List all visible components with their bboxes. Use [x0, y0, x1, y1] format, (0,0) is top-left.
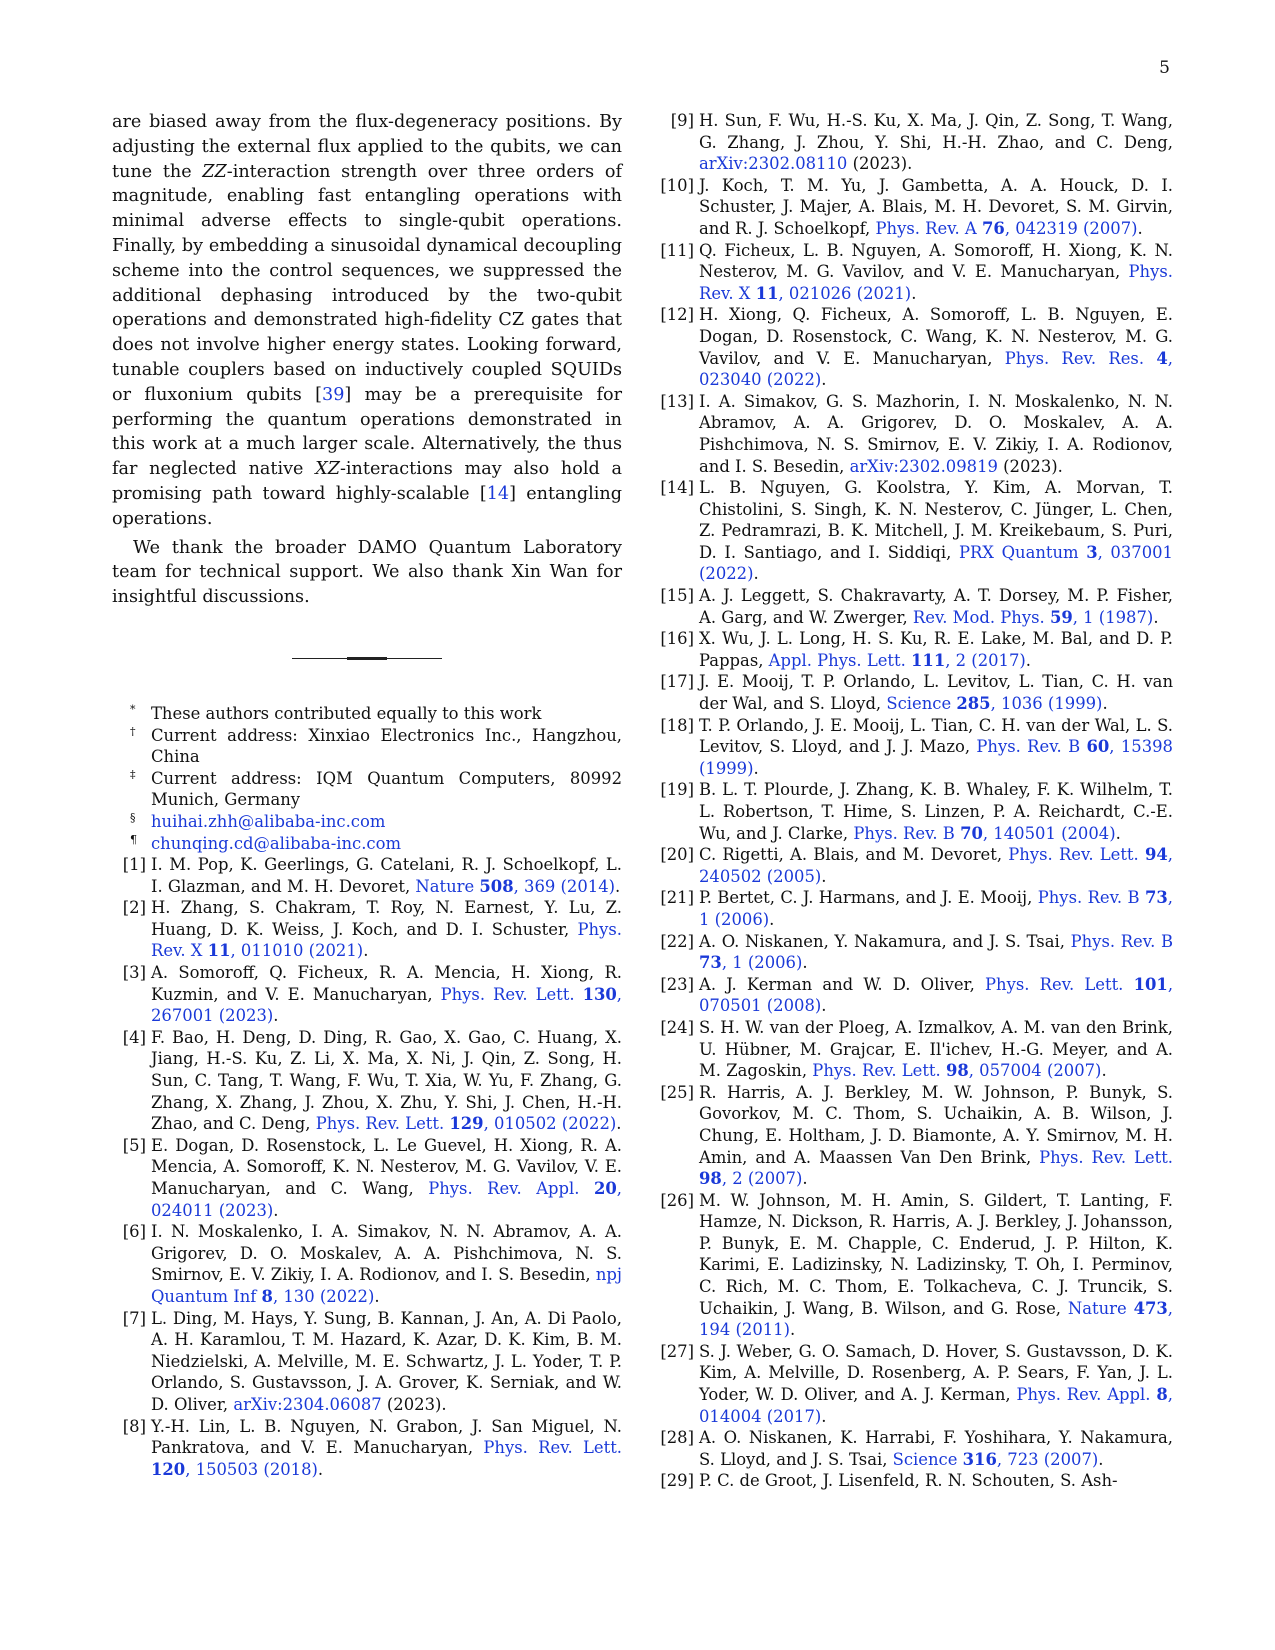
- reference-authors: H. Sun, F. Wu, H.-S. Ku, X. Ma, J. Qin, Z. Song, T. Wang, G. Zhang, J. Zhou, Y. Shi, H.-H. Zhao, and C. Deng,: [699, 111, 1173, 152]
- reference-item: [660, 1470, 1173, 1492]
- reference-volume: 111: [911, 650, 946, 670]
- reference-number: [29]: [660, 1471, 694, 1491]
- reference-number: [2]: [122, 898, 146, 918]
- reference-item: [6] I. N. Moskalenko, I. A. Simakov, N. N. Abramov, A. A. Grigorev, D. O. Moskalev, A. A. Pishchimova, N. S. Smirnov, E. V. Zikiy, I. A. Rodionov, and I. S. Besedin, npj Quantum Inf 8, 130 (2022).: [112, 1221, 622, 1307]
- reference-number: [15]: [660, 586, 694, 606]
- reference-link[interactable]: Nature 473, 194 (2011): [699, 1298, 1174, 1340]
- reference-link[interactable]: Phys. Rev. A 76, 042319 (2007): [875, 218, 1138, 238]
- reference-authors: Q. Ficheux, L. B. Nguyen, A. Somoroff, H. Xiong, K. N. Nesterov, M. G. Vavilov, and V. E. Manucharyan,: [699, 240, 1173, 282]
- reference-link[interactable]: Phys. Rev. B 73, 1 (2006): [699, 931, 1173, 973]
- reference-number: [8]: [122, 1416, 146, 1436]
- reference-link[interactable]: Phys. Rev. Lett. 101, 070501 (2008): [699, 974, 1174, 1016]
- footnote: [112, 811, 622, 833]
- footnote-mark: ‡: [130, 767, 136, 781]
- reference-link[interactable]: PRX Quantum 3, 037001 (2022): [699, 542, 1173, 584]
- reference-number: [25]: [660, 1082, 694, 1102]
- footnote-mark: *: [130, 702, 136, 716]
- reference-number: [11]: [660, 240, 694, 260]
- email-link[interactable]: huihai.zhh@alibaba-inc.com: [151, 811, 386, 831]
- reference-link[interactable]: Phys. Rev. B 70, 140501 (2004): [853, 823, 1116, 843]
- reference-volume: 73: [1144, 888, 1168, 908]
- math-term: XZ: [315, 459, 340, 480]
- reference-number: [24]: [660, 1017, 694, 1037]
- reference-authors: F. Bao, H. Deng, D. Ding, R. Gao, X. Gao, C. Huang, X. Jiang, H.-S. Ku, Z. Li, X. Ma, X. Ni, J. Qin, Z. Song, H. Sun, C. Tang, T. Wang, F. Wu, T. Xia, W. Yu, F. Zhang, G. Zhang, X. Zhang, J. Zhou, X. Zhu, Y. Shi, J. Chen, H.-H. Zhao, and C. Deng,: [151, 1027, 622, 1134]
- reference-volume: 73: [699, 953, 722, 973]
- footnote: [112, 725, 622, 768]
- reference-item: [27] S. J. Weber, G. O. Samach, D. Hover, S. Gustavsson, D. K. Kim, A. Melville, D. Rosenberg, A. P. Sears, F. Yan, J. L. Yoder, W. D. Oliver, and A. J. Kerman, Phys. Rev. Appl. 8, 014004 (2017).: [660, 1341, 1173, 1426]
- reference-authors: P. C. de Groot, J. Lisenfeld, R. N. Schouten, S. Ash-: [699, 1471, 1118, 1491]
- reference-volume: 130: [582, 984, 617, 1004]
- acknowledgements-paragraph: We thank the broader DAMO Quantum Laboratory team for technical support. We also thank Xin Wan for insightful discussions.: [112, 537, 622, 608]
- reference-authors: H. Xiong, Q. Ficheux, A. Somoroff, L. B. Nguyen, E. Dogan, D. Rosenstock, C. Wang, K. N. Nesterov, M. G. Vavilov, and V. E. Manucharyan,: [699, 305, 1173, 368]
- reference-link[interactable]: Phys. Rev. Lett. 98, 2 (2007): [699, 1147, 1174, 1189]
- reference-authors: J. Koch, T. M. Yu, J. Gambetta, A. A. Houck, D. I. Schuster, J. Majer, A. Blais, M. H. Devoret, S. M. Girvin, and R. J. Schoelkopf,: [699, 175, 1173, 238]
- reference-authors: L. B. Nguyen, G. Koolstra, Y. Kim, A. Morvan, T. Chistolini, S. Singh, K. N. Nesterov, C. Jünger, L. Chen, Z. Pedramrazi, B. K. Mitchell, J. M. Kreikebaum, S. Puri, D. I. Santiago, and I. Siddiqi,: [699, 478, 1173, 562]
- reference-authors: A. J. Kerman and W. D. Oliver,: [699, 974, 985, 994]
- reference-item: [8] Y.-H. Lin, L. B. Nguyen, N. Grabon, J. San Miguel, N. Pankratova, and V. E. Manucharyan, Phys. Rev. Lett. 120, 150503 (2018).: [112, 1416, 622, 1481]
- reference-link[interactable]: Science 316, 723 (2007): [892, 1449, 1099, 1469]
- reference-link[interactable]: arXiv:2304.06087: [233, 1394, 382, 1414]
- reference-authors: R. Harris, A. J. Berkley, M. W. Johnson, P. Bunyk, S. Govorkov, M. C. Thom, S. Uchaikin, A. B. Wilson, J. Chung, E. Holtham, J. D. Biamonte, A. Y. Smirnov, M. H. Amin, and A. Maassen Van Den Brink,: [699, 1082, 1173, 1167]
- reference-item: [7] L. Ding, M. Hays, Y. Sung, B. Kannan, J. An, A. Di Paolo, A. H. Karamlou, T. M. Hazard, K. Azar, D. K. Kim, B. M. Niedzielski, A. Melville, M. E. Schwartz, J. L. Yoder, T. P. Orlando, S. Gustavsson, J. A. Grover, K. Serniak, and W. D. Oliver, arXiv:2304.06087 (2023).: [112, 1308, 622, 1416]
- reference-authors: S. H. W. van der Ploeg, A. Izmalkov, A. M. van den Brink, U. Hübner, M. Grajcar, E. Il'ichev, H.-G. Meyer, and A. M. Zagoskin,: [699, 1017, 1173, 1081]
- reference-authors: E. Dogan, D. Rosenstock, L. Le Guevel, H. Xiong, R. A. Mencia, A. Somoroff, K. N. Nesterov, M. G. Vavilov, V. E. Manucharyan, and C. Wang,: [151, 1135, 622, 1198]
- reference-item: [5] E. Dogan, D. Rosenstock, L. Le Guevel, H. Xiong, R. A. Mencia, A. Somoroff, K. N. Nesterov, M. G. Vavilov, V. E. Manucharyan, and C. Wang, Phys. Rev. Appl. 20, 024011 (2023).: [112, 1135, 622, 1221]
- reference-authors: X. Wu, J. L. Long, H. S. Ku, R. E. Lake, M. Bal, and D. P. Pappas,: [699, 629, 1173, 670]
- citation-link[interactable]: 14: [486, 483, 510, 504]
- reference-volume: 98: [945, 1061, 969, 1081]
- reference-volume: 3: [1086, 542, 1098, 562]
- reference-number: [7]: [122, 1308, 146, 1328]
- reference-link[interactable]: npj Quantum Inf 8, 130 (2022): [151, 1265, 622, 1306]
- reference-volume: 11: [207, 941, 231, 961]
- reference-volume: 70: [960, 823, 983, 843]
- reference-number: [10]: [660, 175, 694, 195]
- reference-number: [17]: [660, 672, 694, 692]
- reference-authors: A. O. Niskanen, Y. Nakamura, and J. S. Tsai,: [699, 931, 1071, 951]
- reference-link[interactable]: Phys. Rev. Appl. 20, 024011 (2023): [151, 1179, 622, 1220]
- reference-item: [22] A. O. Niskanen, Y. Nakamura, and J. S. Tsai, Phys. Rev. B 73, 1 (2006).: [660, 931, 1173, 973]
- reference-link[interactable]: Phys. Rev. Lett. 130, 267001 (2023): [151, 984, 622, 1026]
- page-number: 5: [1159, 58, 1170, 78]
- reference-authors: S. J. Weber, G. O. Samach, D. Hover, S. Gustavsson, D. K. Kim, A. Melville, D. Rosenberg, A. P. Sears, F. Yan, J. L. Yoder, W. D. Oliver, and A. J. Kerman,: [699, 1341, 1173, 1405]
- reference-number: [13]: [660, 391, 694, 411]
- footnote-mark: ¶: [130, 832, 137, 846]
- footnote-text: Current address: IQM Quantum Computers, 80992 Munich, Germany: [151, 768, 622, 810]
- reference-item: [2] H. Zhang, S. Chakram, T. Roy, N. Earnest, Y. Lu, Z. Huang, D. K. Weiss, J. Koch, and D. I. Schuster, Phys. Rev. X 11, 011010 (2021).: [112, 897, 622, 962]
- reference-link[interactable]: Phys. Rev. Lett. 94, 240502 (2005): [699, 845, 1173, 886]
- reference-volume: 473: [1133, 1298, 1168, 1318]
- footnote-mark: §: [130, 810, 136, 824]
- reference-volume: 8: [1156, 1385, 1168, 1405]
- reference-list-left: [112, 854, 622, 1480]
- reference-authors: P. Bertet, C. J. Harmans, and J. E. Mooij,: [699, 888, 1038, 908]
- reference-link[interactable]: Appl. Phys. Lett. 111, 2 (2017): [768, 650, 1026, 670]
- reference-item: [25] R. Harris, A. J. Berkley, M. W. Johnson, P. Bunyk, S. Govorkov, M. C. Thom, S. Uchaikin, A. B. Wilson, J. Chung, E. Holtham, J. D. Biamonte, A. Y. Smirnov, M. H. Amin, and A. Maassen Van Den Brink, Phys. Rev. Lett. 98, 2 (2007).: [660, 1082, 1174, 1189]
- reference-number: [18]: [660, 715, 694, 735]
- conclusion-paragraph: are biased away from the flux-degeneracy positions. By adjusting the external flux applied to the qubits, we can tune the ZZ-interaction strength over three orders of magnitude, enabling fast entangling operations with minimal adverse effects to single-qubit operations. Finally, by embedding a sinusoidal dynamical decoupling scheme into the control sequences, we suppressed the additional dephasing introduced by the two-qubit operations and demonstrated high-fidelity CZ gates that does not involve higher energy states. Looking forward, tunable couplers based on inductively coupled SQUIDs or fluxonium qubits [39] may be a prerequisite for performing the quantum operations demonstrated in this work at a much larger scale. Alternatively, the thus far neglected native XZ-interactions may also hold a promising path toward highly-scalable [14] entangling operations.: [112, 112, 622, 529]
- reference-number: [22]: [660, 931, 694, 951]
- reference-item: [3] A. Somoroff, Q. Ficheux, R. A. Mencia, H. Xiong, R. Kuzmin, and V. E. Manucharyan, Phys. Rev. Lett. 130, 267001 (2023).: [112, 962, 622, 1027]
- reference-item: [12] H. Xiong, Q. Ficheux, A. Somoroff, L. B. Nguyen, E. Dogan, D. Rosenstock, C. Wang, K. N. Nesterov, M. G. Vavilov, and V. E. Manucharyan, Phys. Rev. Res. 4, 023040 (2022).: [660, 305, 1173, 390]
- reference-link[interactable]: Phys. Rev. Lett. 120, 150503 (2018): [151, 1438, 623, 1479]
- reference-authors: T. P. Orlando, J. E. Mooij, L. Tian, C. H. van der Wal, L. S. Levitov, S. Lloyd, and J. J. Mazo,: [699, 715, 1173, 757]
- reference-link[interactable]: Phys. Rev. Lett. 129, 010502 (2022): [315, 1114, 617, 1134]
- reference-list-right: [660, 110, 1173, 1492]
- reference-number: [16]: [660, 629, 694, 649]
- reference-volume: 8: [261, 1286, 273, 1306]
- reference-volume: 98: [699, 1169, 722, 1189]
- reference-item: [23] A. J. Kerman and W. D. Oliver, Phys. Rev. Lett. 101, 070501 (2008).: [660, 974, 1174, 1016]
- reference-volume: 120: [151, 1459, 186, 1479]
- reference-link[interactable]: Rev. Mod. Phys. 59, 1 (1987): [912, 607, 1154, 627]
- reference-link[interactable]: Phys. Rev. Appl. 8, 014004 (2017): [699, 1385, 1173, 1426]
- reference-item: [21] P. Bertet, C. J. Harmans, and J. E. Mooij, Phys. Rev. B 73, 1 (2006).: [660, 888, 1173, 929]
- reference-item: [26] M. W. Johnson, M. H. Amin, S. Gildert, T. Lanting, F. Hamze, N. Dickson, R. Harris, A. J. Berkley, J. Johansson, P. Bunyk, E. M. Chapple, C. Enderud, J. P. Hilton, K. Karimi, E. Ladizinsky, N. Ladizinsky, T. Oh, I. Perminov, C. Rich, M. C. Thom, E. Tolkacheva, C. J. Truncik, S. Uchaikin, J. Wang, B. Wilson, and G. Rose, Nature 473, 194 (2011).: [660, 1190, 1174, 1340]
- reference-number: [26]: [660, 1190, 694, 1210]
- reference-authors: A. O. Niskanen, K. Harrabi, F. Yoshihara, Y. Nakamura, S. Lloyd, and J. S. Tsai,: [699, 1428, 1173, 1469]
- reference-number: [3]: [122, 963, 146, 983]
- reference-volume: 316: [962, 1449, 997, 1469]
- left-column: [112, 110, 622, 1480]
- reference-number: [5]: [122, 1135, 146, 1155]
- reference-number: [23]: [660, 974, 694, 994]
- reference-number: [6]: [122, 1222, 146, 1242]
- reference-authors: A. Somoroff, Q. Ficheux, R. A. Mencia, H. Xiong, R. Kuzmin, and V. E. Manucharyan,: [151, 963, 622, 1004]
- reference-volume: 11: [755, 283, 779, 303]
- reference-item: [17] J. E. Mooij, T. P. Orlando, L. Levitov, L. Tian, C. H. van der Wal, and S. Lloyd, Science 285, 1036 (1999).: [660, 672, 1173, 714]
- reference-authors: I. A. Simakov, G. S. Mazhorin, I. N. Moskalenko, N. N. Abramov, A. A. Grigorev, D. O. Moskalev, A. A. Pishchimova, N. S. Smirnov, E. V. Zikiy, I. A. Rodionov, and I. S. Besedin,: [699, 391, 1173, 476]
- reference-link[interactable]: Nature 508, 369 (2014): [415, 876, 616, 896]
- reference-authors: I. N. Moskalenko, I. A. Simakov, N. N. Abramov, A. A. Grigorev, D. O. Moskalev, A. A. Pishchimova, N. S. Smirnov, E. V. Zikiy, I. A. Rodionov, and I. S. Besedin,: [151, 1222, 622, 1285]
- reference-authors: M. W. Johnson, M. H. Amin, S. Gildert, T. Lanting, F. Hamze, N. Dickson, R. Harris, A. J. Berkley, J. Johansson, P. Bunyk, E. M. Chapple, C. Enderud, J. P. Hilton, K. Karimi, E. Ladizinsky, N. Ladizinsky, T. Oh, I. Perminov, C. Rich, M. C. Thom, E. Tolkacheva, C. J. Truncik, S. Uchaikin, J. Wang, B. Wilson, and G. Rose,: [699, 1190, 1173, 1318]
- reference-number: [27]: [660, 1341, 694, 1361]
- reference-link[interactable]: Science 285, 1036 (1999): [886, 694, 1103, 714]
- reference-volume: 101: [1133, 974, 1168, 994]
- reference-item: [10] J. Koch, T. M. Yu, J. Gambetta, A. A. Houck, D. I. Schuster, J. Majer, A. Blais, M. H. Devoret, S. M. Girvin, and R. J. Schoelkopf, Phys. Rev. A 76, 042319 (2007).: [660, 175, 1173, 238]
- reference-number: [28]: [660, 1428, 694, 1448]
- reference-volume: 4: [1156, 348, 1168, 368]
- reference-item: [1] I. M. Pop, K. Geerlings, G. Catelani, R. J. Schoelkopf, L. I. Glazman, and M. H. Devoret, Nature 508, 369 (2014).: [112, 854, 622, 897]
- reference-item: [19] B. L. T. Plourde, J. Zhang, K. B. Whaley, F. K. Wilhelm, T. L. Robertson, T. Hime, S. Linzen, P. A. Reichardt, C.-E. Wu, and J. Clarke, Phys. Rev. B 70, 140501 (2004).: [660, 780, 1173, 843]
- reference-item: [16] X. Wu, J. L. Long, H. S. Ku, R. E. Lake, M. Bal, and D. P. Pappas, Appl. Phys. Lett. 111, 2 (2017).: [660, 629, 1173, 670]
- reference-volume: 59: [1049, 607, 1073, 627]
- reference-link[interactable]: Phys. Rev. B 60, 15398 (1999): [699, 737, 1173, 778]
- reference-link[interactable]: Phys. Rev. X 11, 021026 (2021): [699, 262, 1173, 303]
- reference-number: [9]: [670, 111, 694, 130]
- footnote-text: These authors contributed equally to this work: [151, 703, 542, 723]
- reference-link[interactable]: Phys. Rev. Lett. 98, 057004 (2007): [812, 1061, 1102, 1081]
- reference-number: [1]: [122, 855, 146, 875]
- reference-item: [15] A. J. Leggett, S. Chakravarty, A. T. Dorsey, M. P. Fisher, A. Garg, and W. Zwerger, Rev. Mod. Phys. 59, 1 (1987).: [660, 586, 1173, 627]
- footnotes: [112, 703, 622, 854]
- reference-item: [14] L. B. Nguyen, G. Koolstra, Y. Kim, A. Morvan, T. Chistolini, S. Singh, K. N. Nesterov, C. Jünger, L. Chen, Z. Pedramrazi, B. K. Mitchell, J. M. Kreikebaum, S. Puri, D. I. Santiago, and I. Siddiqi, PRX Quantum 3, 037001 (2022).: [660, 478, 1173, 584]
- reference-item: [28] A. O. Niskanen, K. Harrabi, F. Yoshihara, Y. Nakamura, S. Lloyd, and J. S. Tsai, Science 316, 723 (2007).: [660, 1428, 1173, 1469]
- reference-authors: C. Rigetti, A. Blais, and M. Devoret,: [699, 845, 1009, 865]
- math-term: ZZ: [202, 161, 227, 182]
- right-column: [660, 110, 1173, 1492]
- reference-item: [13] I. A. Simakov, G. S. Mazhorin, I. N. Moskalenko, N. N. Abramov, A. A. Grigorev, D. O. Moskalev, A. A. Pishchimova, N. S. Smirnov, E. V. Zikiy, I. A. Rodionov, and I. S. Besedin, arXiv:2302.09819 (2023).: [660, 391, 1173, 476]
- reference-link[interactable]: arXiv:2302.08110: [699, 154, 848, 174]
- reference-authors: J. E. Mooij, T. P. Orlando, L. Levitov, L. Tian, C. H. van der Wal, and S. Lloyd,: [699, 672, 1173, 714]
- footnote: [112, 833, 622, 855]
- reference-volume: 129: [449, 1114, 484, 1134]
- reference-number: [4]: [122, 1027, 146, 1047]
- reference-volume: 60: [1086, 737, 1110, 757]
- reference-number: [12]: [660, 305, 694, 325]
- footnote: [112, 703, 622, 725]
- reference-link[interactable]: arXiv:2302.09819: [849, 456, 998, 476]
- reference-item: [4] F. Bao, H. Deng, D. Ding, R. Gao, X. Gao, C. Huang, X. Jiang, H.-S. Ku, Z. Li, X. Ma, X. Ni, J. Qin, Z. Song, H. Sun, C. Tang, T. Wang, F. Wu, T. Xia, W. Yu, F. Zhang, G. Zhang, X. Zhang, J. Zhou, X. Zhu, Y. Shi, J. Chen, H.-H. Zhao, and C. Deng, Phys. Rev. Lett. 129, 010502 (2022).: [112, 1027, 622, 1135]
- reference-number: [14]: [660, 478, 694, 498]
- reference-authors: B. L. T. Plourde, J. Zhang, K. B. Whaley, F. K. Wilhelm, T. L. Robertson, T. Hime, S. Linzen, P. A. Reichardt, C.-E. Wu, and J. Clarke,: [699, 780, 1173, 843]
- footnote: [112, 768, 622, 811]
- reference-authors: A. J. Leggett, S. Chakravarty, A. T. Dorsey, M. P. Fisher, A. Garg, and W. Zwerger,: [699, 586, 1173, 627]
- reference-item: [11] Q. Ficheux, L. B. Nguyen, A. Somoroff, H. Xiong, K. N. Nesterov, M. G. Vavilov, and V. E. Manucharyan, Phys. Rev. X 11, 021026 (2021).: [660, 240, 1173, 303]
- reference-volume: 94: [1144, 845, 1168, 865]
- reference-link[interactable]: Phys. Rev. X 11, 011010 (2021): [151, 919, 622, 961]
- reference-volume: 20: [593, 1179, 617, 1198]
- footnote-separator: [292, 658, 442, 659]
- citation-link[interactable]: 39: [322, 384, 345, 405]
- reference-link[interactable]: Phys. Rev. Res. 4, 023040 (2022): [699, 348, 1173, 390]
- reference-volume: 508: [479, 876, 514, 896]
- footnote-mark: †: [130, 724, 136, 738]
- reference-item: [20] C. Rigetti, A. Blais, and M. Devoret, Phys. Rev. Lett. 94, 240502 (2005).: [660, 845, 1173, 886]
- reference-authors: Y.-H. Lin, L. B. Nguyen, N. Grabon, J. San Miguel, N. Pankratova, and V. E. Manucharyan,: [151, 1416, 622, 1458]
- reference-link[interactable]: Phys. Rev. B 73, 1 (2006): [699, 888, 1173, 929]
- email-link[interactable]: chunqing.cd@alibaba-inc.com: [151, 833, 402, 853]
- reference-item: [24] S. H. W. van der Ploeg, A. Izmalkov, A. M. van den Brink, U. Hübner, M. Grajcar, E. Il'ichev, H.-G. Meyer, and A. M. Zagoskin, Phys. Rev. Lett. 98, 057004 (2007).: [660, 1017, 1173, 1081]
- reference-number: [20]: [660, 845, 694, 865]
- reference-authors: I. M. Pop, K. Geerlings, G. Catelani, R. J. Schoelkopf, L. I. Glazman, and M. H. Devoret,: [151, 855, 622, 896]
- reference-volume: 76: [982, 218, 1005, 238]
- footnote-text: Current address: Xinxiao Electronics Inc., Hangzhou, China: [151, 725, 622, 767]
- reference-authors: L. Ding, M. Hays, Y. Sung, B. Kannan, J. An, A. Di Paolo, A. H. Karamlou, T. M. Hazard, K. Azar, D. K. Kim, B. M. Niedzielski, A. Melville, M. E. Schwartz, J. L. Yoder, T. P. Orlando, S. Gustavsson, J. A. Grover, K. Serniak, and W. D. Oliver,: [151, 1308, 622, 1414]
- reference-item: [18] T. P. Orlando, J. E. Mooij, L. Tian, C. H. van der Wal, L. S. Levitov, S. Lloyd, and J. J. Mazo, Phys. Rev. B 60, 15398 (1999).: [660, 715, 1173, 778]
- reference-number: [19]: [660, 780, 694, 800]
- reference-number: [21]: [660, 888, 694, 908]
- reference-item: [9] H. Sun, F. Wu, H.-S. Ku, X. Ma, J. Qin, Z. Song, T. Wang, G. Zhang, J. Zhou, Y. Shi, H.-H. Zhao, and C. Deng, arXiv:2302.08110 (2023).: [660, 110, 1173, 175]
- reference-authors: H. Zhang, S. Chakram, T. Roy, N. Earnest, Y. Lu, Z. Huang, D. K. Weiss, J. Koch, and D. I. Schuster,: [151, 898, 622, 939]
- reference-volume: 285: [956, 694, 991, 714]
